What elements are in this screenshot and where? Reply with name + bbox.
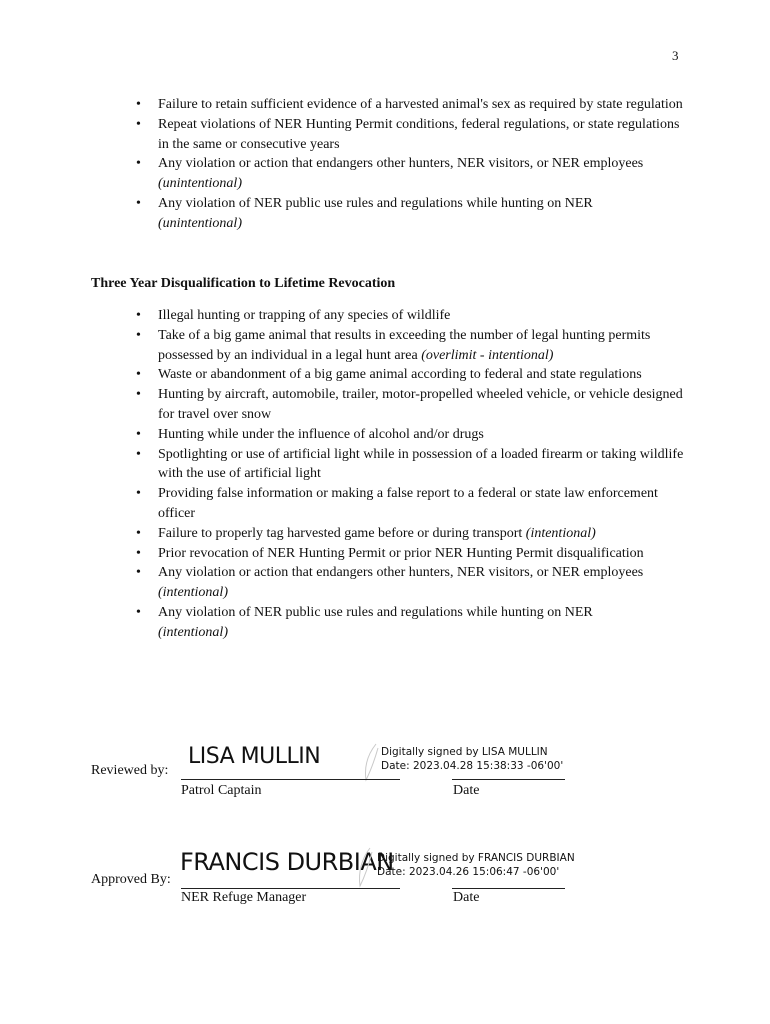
list-item: • Hunting while under the influence of alcohol and/or drugs [133, 425, 693, 445]
signature-line [181, 888, 400, 889]
list-item: • Prior revocation of NER Hunting Permit or prior NER Hunting Permit disqualification [133, 544, 693, 564]
approved-by-label: Approved By: [91, 872, 171, 887]
list-item: • Take of a big game animal that results in exceeding the number of legal hunting permits possessed by an individual in a legal hunt area (overlimit - intentional) [133, 326, 693, 366]
signature-mark-icon [354, 846, 376, 890]
violation-list-lifetime [133, 306, 693, 643]
list-item: • Failure to retain sufficient evidence of a harvested animal's sex as required by state regulation [133, 95, 693, 115]
approver-role: NER Refuge Manager [181, 890, 307, 905]
list-item: • Repeat violations of NER Hunting Permit conditions, federal regulations, or state regulations in the same or consecutive years [133, 115, 693, 155]
date-caption: Date [453, 890, 480, 905]
date-caption: Date [453, 783, 480, 798]
list-item: • Providing false information or making a false report to a federal or state law enforcement officer [133, 484, 693, 524]
stamp-signed-by: Digitally signed by FRANCIS DURBIAN [377, 852, 575, 864]
reviewer-signature: LISA MULLIN [188, 744, 321, 769]
list-item: • Any violation of NER public use rules and regulations while hunting on NER (intentional) [133, 603, 693, 643]
stamp-date: Date: 2023.04.28 15:38:33 -06'00' [381, 760, 564, 772]
reviewer-role: Patrol Captain [181, 783, 262, 798]
page-number: 3 [672, 48, 679, 63]
list-item: • Any violation or action that endangers other hunters, NER visitors, or NER employees (unintentional) [133, 154, 693, 194]
list-item: • Any violation of NER public use rules and regulations while hunting on NER (unintentional) [133, 194, 693, 234]
approver-signature: FRANCIS DURBIAN [180, 848, 394, 876]
stamp-signed-by: Digitally signed by LISA MULLIN [381, 746, 548, 758]
reviewed-by-label: Reviewed by: [91, 763, 169, 778]
date-line [452, 779, 565, 780]
section-heading: Three Year Disqualification to Lifetime Revocation [91, 276, 396, 291]
list-item: • Waste or abandonment of a big game animal according to federal and state regulations [133, 365, 693, 385]
digital-stamp [377, 851, 575, 879]
list-item: • Spotlighting or use of artificial light while in possession of a loaded firearm or taking wildlife with the use of artificial light [133, 445, 693, 485]
list-item: • Hunting by aircraft, automobile, trailer, motor-propelled wheeled vehicle, or vehicle designed for travel over snow [133, 385, 693, 425]
list-item: • Failure to properly tag harvested game before or during transport (intentional) [133, 524, 693, 544]
list-item: • Illegal hunting or trapping of any species of wildlife [133, 306, 693, 326]
violation-list-one-year [133, 95, 693, 234]
stamp-date: Date: 2023.04.26 15:06:47 -06'00' [377, 866, 560, 878]
signature-mark-icon [360, 742, 382, 784]
digital-stamp [381, 745, 563, 773]
list-item: • Any violation or action that endangers other hunters, NER visitors, or NER employees (intentional) [133, 563, 693, 603]
signature-line [181, 779, 400, 780]
date-line [452, 888, 565, 889]
